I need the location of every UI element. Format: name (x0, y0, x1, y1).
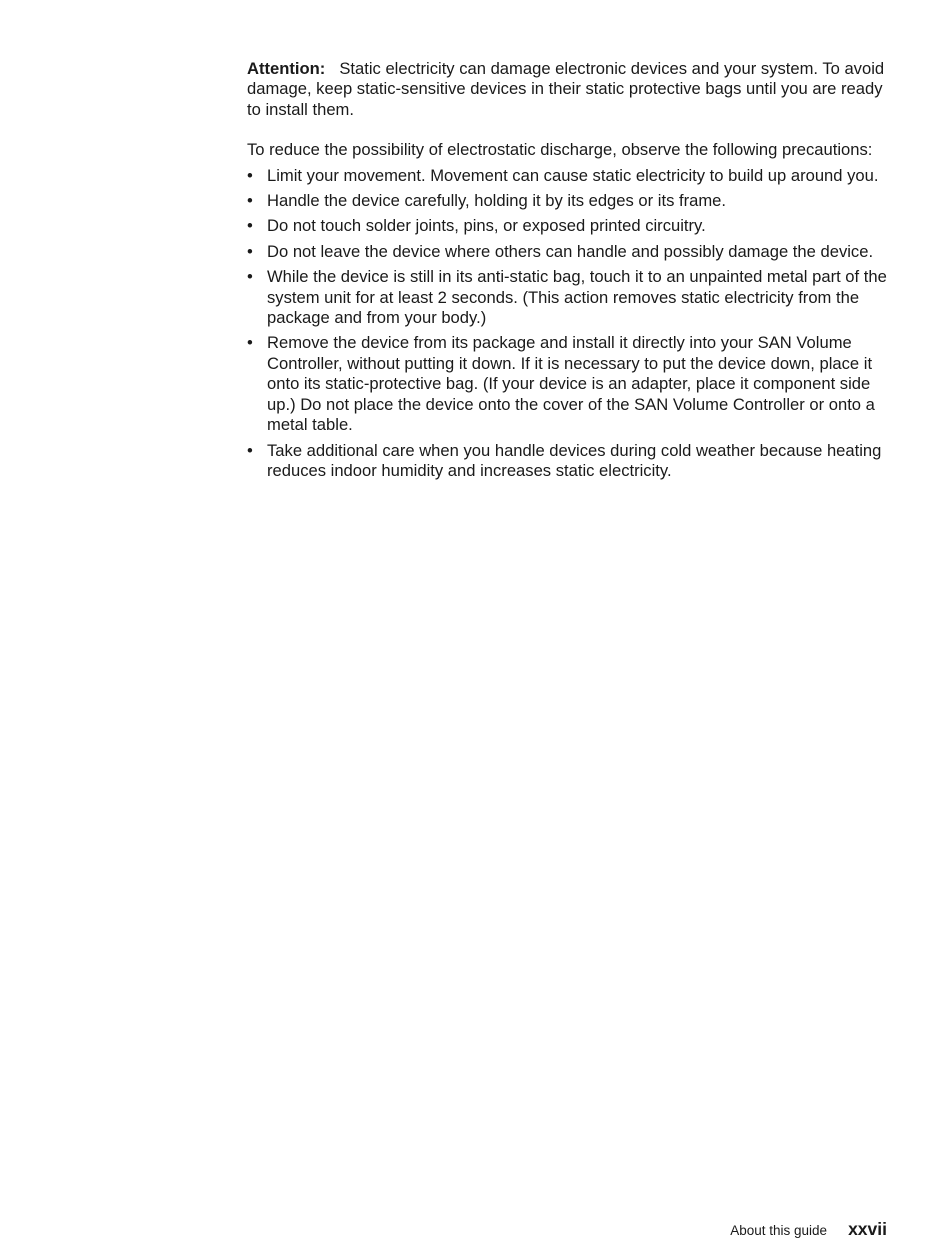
bullet-icon: • (247, 216, 253, 236)
page-content (247, 59, 890, 486)
list-item-text: Handle the device carefully, holding it by its edges or its frame. (267, 191, 727, 211)
attention-notice (247, 59, 890, 120)
list-item-text: Do not leave the device where others can handle and possibly damage the device. (267, 241, 874, 261)
list-item-text: Limit your movement. Movement can cause static electricity to build up around you. (267, 165, 879, 185)
footer-section-title: About this guide (730, 1223, 828, 1238)
list-item (247, 267, 890, 328)
bullet-icon: • (247, 333, 253, 353)
bullet-icon: • (247, 165, 253, 185)
list-item (247, 242, 890, 262)
list-item-text: While the device is still in its anti-static bag, touch it to an unpainted metal part of the system unit for at least 2 seconds. (This action removes static electricity from the package and from your body.) (267, 267, 887, 328)
attention-text: Static electricity can damage electronic devices and your system. To avoid damage, keep static-sensitive devices in their static protective bags until you are ready to install them. (247, 59, 885, 119)
list-item-text: Do not touch solder joints, pins, or exposed printed circuitry. (267, 216, 706, 236)
page-footer (730, 1219, 887, 1240)
precautions-intro: To reduce the possibility of electrostatic discharge, observe the following precautions: (247, 140, 873, 160)
list-item-text: Remove the device from its package and install it directly into your SAN Volume Controller, without putting it down. If it is necessary to put the device down, place it onto its static-protective bag. (If your device is an adapter, place it component side up.) Do not place the device onto the cover of the SAN Volume Controller or onto a metal table. (267, 333, 875, 435)
attention-label: Attention: (247, 59, 326, 78)
bullet-icon: • (247, 440, 253, 460)
bullet-icon: • (247, 241, 253, 261)
precautions-list (247, 166, 890, 482)
bullet-icon: • (247, 267, 253, 287)
list-item (247, 441, 890, 482)
list-item (247, 333, 890, 435)
list-item (247, 191, 890, 211)
list-item (247, 166, 890, 186)
bullet-icon: • (247, 191, 253, 211)
list-item (247, 216, 890, 236)
page-number: xxvii (848, 1219, 887, 1239)
list-item-text: Take additional care when you handle devices during cold weather because heating reduces indoor humidity and increases static electricity. (267, 440, 882, 480)
